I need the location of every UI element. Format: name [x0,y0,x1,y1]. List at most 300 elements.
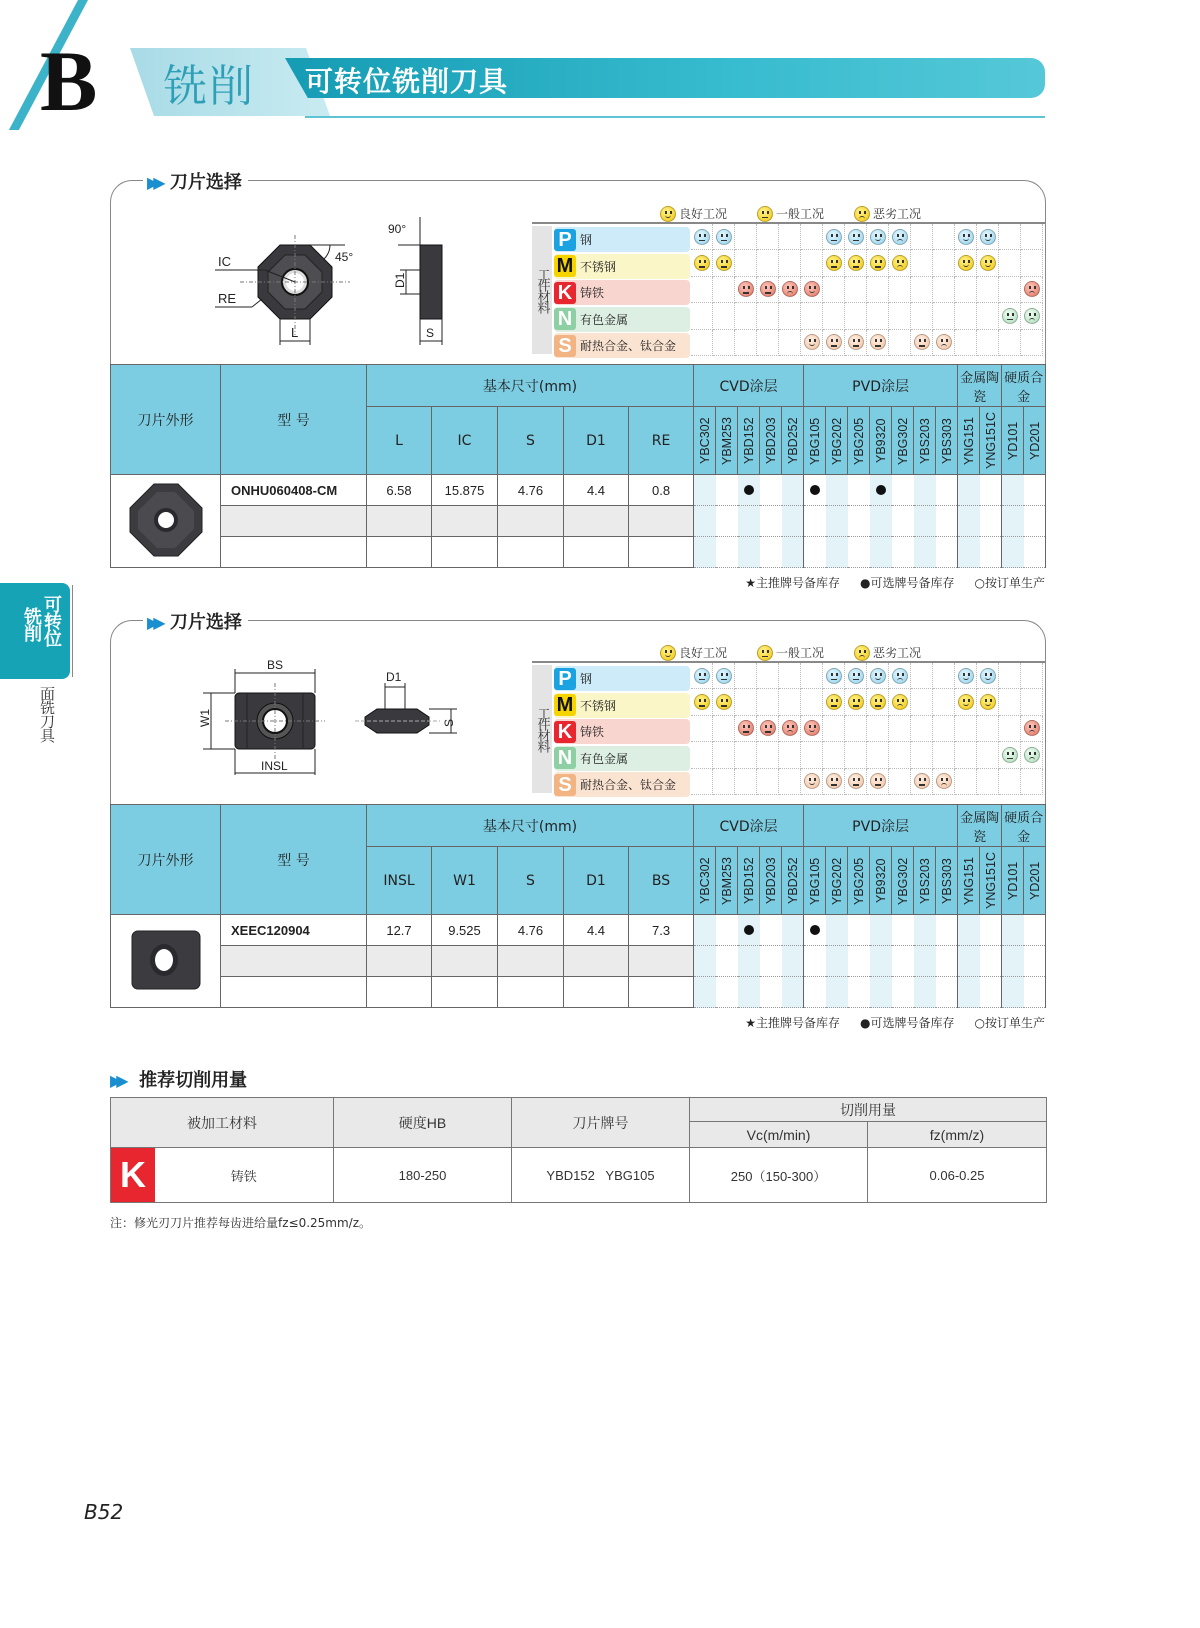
suitability-cell [735,689,757,715]
suitability-cell [1021,663,1043,689]
suitability-cell [823,769,845,795]
suitability-cell [933,742,955,768]
stock-dot-icon [744,485,754,495]
cell-grade-yb9320 [870,946,892,977]
cell-grade-ybm253 [716,506,738,537]
header-pvd: PVD涂层 [804,805,958,847]
suitability-cell [977,330,999,356]
suitability-cell [735,330,757,356]
header-cvd: CVD涂层 [694,365,804,407]
cell-grade-ybd252 [782,977,804,1008]
header-grade-ybd252: YBD252 [782,847,804,915]
cell-dim [564,537,629,568]
good-face-icon [660,645,676,661]
suitability-cell [889,277,911,303]
stock-dot-icon [876,485,886,495]
bad-face-icon [936,334,952,350]
normal-face-icon [848,229,864,245]
header-grade-ybs203: YBS203 [914,407,936,475]
material-row-s: S 耐热合金、钛合金 [554,333,690,358]
double-arrow-icon: ▶▶ [110,1071,123,1090]
suitability-cell [867,224,889,250]
good-face-icon [804,773,820,789]
good-face-icon [980,229,996,245]
bad-face-icon [854,206,870,222]
suitability-cell [1021,689,1043,715]
cell-grade-yb9320 [870,977,892,1008]
normal-face-icon [826,229,842,245]
side-tab-text-2: 可转位 [41,595,62,646]
material-row-p: P 钢 [554,666,690,691]
suitability-cell [999,716,1021,742]
suitability-cell [779,330,801,356]
suitability-cell [977,303,999,329]
bad-face-icon [892,668,908,684]
cell-dim: 9.525 [432,915,498,946]
suitability-cell [801,224,823,250]
cell-grade-ybs203 [914,506,936,537]
header-carbide: 硬质合金 [1002,365,1046,407]
header-grade-ybd152: YBD152 [738,847,760,915]
suitability-cell [1021,330,1043,356]
cell-grade-ybg105 [804,946,826,977]
cell-grade-ybg202 [826,537,848,568]
cell-vc: 250（150-300） [690,1148,868,1203]
suitability-cell [691,716,713,742]
cell-grade-ybd152 [738,946,760,977]
suitability-cell [889,742,911,768]
suitability-cell [933,769,955,795]
cell-grade-ybg205 [848,475,870,506]
cell-dim [367,506,432,537]
header-dim-bs: BS [629,847,694,915]
suitability-cell [999,250,1021,276]
suitability-cell [1021,250,1043,276]
header-grade-ybs303: YBS303 [936,847,958,915]
suitability-cell [1021,303,1043,329]
suitability-cell [713,769,735,795]
normal-face-icon [826,773,842,789]
cell-grade-ybm253 [716,946,738,977]
header-grade-ybd152: YBD152 [738,407,760,475]
suitability-cell [933,303,955,329]
cell-dim [564,506,629,537]
suitability-cell [999,277,1021,303]
cell-grade-ybs303 [936,977,958,1008]
bad-face-icon [892,229,908,245]
cell-dim [629,946,694,977]
suitability-cell [735,742,757,768]
suitability-cell [691,769,713,795]
side-chapter-tab[interactable] [0,583,70,679]
suitability-cell [911,769,933,795]
suitability-cell [735,277,757,303]
normal-face-icon [694,255,710,271]
header-grade-ybg105: YBG105 [804,847,826,915]
cell-grade-yd201 [1024,475,1046,506]
header-dim-ic: IC [432,407,498,475]
side-subsection: 面铣刀具 [38,686,56,742]
suitability-cell [933,663,955,689]
cell-dim [367,977,432,1008]
normal-face-icon [870,334,886,350]
cell-grade-ybd252 [782,537,804,568]
normal-face-icon [760,281,776,297]
cell-grade-yng151c [980,977,1002,1008]
cell-grade-yd101 [1002,537,1024,568]
suitability-cell [823,277,845,303]
suitability-cell [977,663,999,689]
suitability-cell [757,330,779,356]
bad-face-icon [936,773,952,789]
stock-legend-1: ★主推牌号备库存 ●可选牌号备库存 ○按订单生产 [745,576,1045,590]
cell-dim [432,537,498,568]
bad-face-icon [782,720,798,736]
cell-dim [498,977,564,1008]
header-grade-ybd203: YBD203 [760,847,782,915]
cutting-params-table [110,1097,1047,1203]
cell-grade-yd101 [1002,475,1024,506]
suitability-cell [845,303,867,329]
suitability-cell [911,689,933,715]
material-matrix-1 [532,222,1046,356]
cell-hardness: 180-250 [334,1148,512,1203]
bad-face-icon [892,694,908,710]
header-grade-yd201: YD201 [1024,847,1046,915]
suitability-cell [911,303,933,329]
cell-dim: 0.8 [629,475,694,506]
suitability-cell [691,330,713,356]
suitability-cell [955,769,977,795]
header-vc: Vc(m/min) [690,1122,868,1148]
normal-face-icon [1002,308,1018,324]
cell-dim: 4.4 [564,475,629,506]
double-arrow-icon: ▶▶ [147,613,160,632]
normal-face-icon [757,645,773,661]
suitability-cell [911,742,933,768]
cell-grade-yb9320 [870,475,892,506]
cell-grade-ybd152 [738,506,760,537]
normal-face-icon [848,255,864,271]
stock-dot-icon [810,485,820,495]
suitability-cell [933,224,955,250]
cell-grade-ybs203 [914,977,936,1008]
suitability-cell [1021,277,1043,303]
cell-dim [498,537,564,568]
cell-dim [498,946,564,977]
normal-face-icon [826,694,842,710]
cell-grade-ybm253 [716,977,738,1008]
suitability-cell [955,689,977,715]
cell-model: ONHU060408-CM [221,475,367,506]
header-grade-ybg202: YBG202 [826,847,848,915]
cell-grade-ybd252 [782,946,804,977]
cell-grade-ybg105 [804,977,826,1008]
header-underline [305,116,1045,118]
good-face-icon [980,668,996,684]
header-grade-yb9320: YB9320 [870,847,892,915]
suitability-cell [999,330,1021,356]
header-cvd: CVD涂层 [694,805,804,847]
suitability-cell [713,689,735,715]
cell-grade-ybg302 [892,946,914,977]
suitability-cell [735,224,757,250]
cell-grade-ybd203 [760,537,782,568]
header-dim-w1: W1 [432,847,498,915]
suitability-cell [757,277,779,303]
header-shape: 刀片外形 [111,365,221,475]
cell-fz: 0.06-0.25 [868,1148,1047,1203]
cell-grade-ybd203 [760,506,782,537]
svg-text:D1: D1 [393,272,407,288]
suitability-cell [757,742,779,768]
suitability-cell [779,663,801,689]
good-face-icon [804,281,820,297]
suitability-cell [779,716,801,742]
suitability-cell [691,277,713,303]
suitability-cell [845,250,867,276]
cell-grade-yng151 [958,506,980,537]
section-title: 铣削 [163,61,255,112]
suitability-cell [867,330,889,356]
cell-dim [629,537,694,568]
insert-spec-table-1 [110,364,1046,568]
header-hardness: 硬度HB [334,1098,512,1148]
cell-grade-yb9320 [870,506,892,537]
suitability-cell [867,769,889,795]
header-carbide: 硬质合金 [1002,805,1046,847]
suitability-cell [713,330,735,356]
suitability-cell [977,769,999,795]
suitability-cell [801,716,823,742]
header-grade-ybg205: YBG205 [848,407,870,475]
header-shape: 刀片外形 [111,805,221,915]
cell-grade-ybs203 [914,537,936,568]
header-model: 型 号 [221,365,367,475]
svg-text:D1: D1 [386,670,402,684]
suitability-cell [889,769,911,795]
cell-dim [564,946,629,977]
suitability-cell [889,330,911,356]
cell-grade-yd201 [1024,946,1046,977]
table-row [111,506,1046,537]
cell-grade-ybg302 [892,537,914,568]
header-grade-yng151c: YNG151C [980,407,1002,475]
svg-text:INSL: INSL [261,759,288,773]
suitability-cell [933,277,955,303]
suitability-cell [999,742,1021,768]
cell-grade-yd101 [1002,506,1024,537]
normal-face-icon [914,773,930,789]
suitability-cell [1021,769,1043,795]
material-row-s: S 耐热合金、钛合金 [554,772,690,797]
suitability-cell [933,689,955,715]
header-cermet: 金属陶瓷 [958,365,1002,407]
cell-dim: 4.76 [498,915,564,946]
condition-legend-2: 良好工况 一般工况 恶劣工况 [660,644,921,661]
cell-dim [498,506,564,537]
suitability-cell [801,742,823,768]
cell-grade-ybd152 [738,475,760,506]
normal-face-icon [870,694,886,710]
header-dim-l: L [367,407,432,475]
cell-grade-yd101 [1002,946,1024,977]
normal-face-icon [826,668,842,684]
cell-grade-ybd252 [782,506,804,537]
cell-dim [367,537,432,568]
header-grade-ybm253: YBM253 [716,407,738,475]
header-grade-ybm253: YBM253 [716,847,738,915]
octagon-insert-drawing [210,215,490,350]
cell-grade-ybc302 [694,946,716,977]
cutting-section-title: ▶▶ 推荐切削用量 [110,1070,248,1091]
suitability-cell [801,250,823,276]
cell-grade-ybc302 [694,977,716,1008]
cell-dim: 12.7 [367,915,432,946]
header-dim-d1: D1 [564,847,629,915]
cell-grade-yd201 [1024,506,1046,537]
suitability-grid [691,224,1043,356]
cell-grade-ybg302 [892,475,914,506]
cell-grade-ybg202 [826,977,848,1008]
header-dim-insl: INSL [367,847,432,915]
suitability-cell [867,277,889,303]
cell-dim [432,506,498,537]
suitability-cell [735,716,757,742]
material-row-n: N 有色金属 [554,746,690,771]
bad-face-icon [854,645,870,661]
normal-face-icon [870,255,886,271]
material-matrix-2 [532,661,1046,795]
suitability-cell [713,742,735,768]
cell-grade-ybd252 [782,915,804,946]
cell-model [221,537,367,568]
cell-grade-ybg205 [848,946,870,977]
suitability-cell [955,716,977,742]
suitability-cell [889,716,911,742]
suitability-cell [713,663,735,689]
header-material: 被加工材料 [111,1098,334,1148]
normal-face-icon [738,281,754,297]
suitability-cell [823,663,845,689]
svg-text:S: S [426,326,435,340]
suitability-cell [757,224,779,250]
suitability-cell [977,742,999,768]
cell-grade-yb9320 [870,537,892,568]
cell-grade-ybd203 [760,977,782,1008]
suitability-cell [735,663,757,689]
header-grade-ybc302: YBC302 [694,847,716,915]
header-fz: fz(mm/z) [868,1122,1047,1148]
suitability-cell [779,742,801,768]
header-grade-ybc302: YBC302 [694,407,716,475]
square-insert-drawing [195,655,475,780]
good-face-icon [958,668,974,684]
suitability-cell [735,303,757,329]
cell-grade-ybm253 [716,475,738,506]
suitability-cell [735,250,757,276]
stock-dot-icon [744,925,754,935]
svg-text:S: S [442,718,456,727]
cell-grade-yb9320 [870,915,892,946]
cell-grade-ybg202 [826,506,848,537]
cell-grade-yd201 [1024,915,1046,946]
insert-image [111,475,221,568]
material-row-m: M 不锈钢 [554,693,690,718]
cell-material: 铸铁 [155,1148,334,1203]
cell-grade-ybs203 [914,475,936,506]
suitability-cell [955,330,977,356]
cell-grade-ybm253 [716,537,738,568]
header-grade-ybg105: YBG105 [804,407,826,475]
cell-grade-yng151c [980,506,1002,537]
cell-dim: 6.58 [367,475,432,506]
good-face-icon [870,668,886,684]
cell-grade-yng151c [980,537,1002,568]
cell-model [221,506,367,537]
suitability-cell [757,689,779,715]
header-grade-yd101: YD101 [1002,847,1024,915]
suitability-cell [867,303,889,329]
insert-rows [111,475,1046,568]
panel-title-text: 刀片选择 [169,612,242,633]
suitability-cell [845,277,867,303]
cell-grade-ybg105 [804,915,826,946]
suitability-cell [779,224,801,250]
suitability-cell [955,250,977,276]
suitability-cell [779,689,801,715]
suitability-cell [801,689,823,715]
normal-face-icon [757,206,773,222]
cell-dim [432,977,498,1008]
cell-dim [564,977,629,1008]
cell-grade-ybd203 [760,475,782,506]
header-cermet: 金属陶瓷 [958,805,1002,847]
cell-grade: YBD152 YBG105 [512,1148,690,1203]
cutting-note: 注：修光刃刀片推荐每齿进给量fz≤0.25mm/z。 [110,1216,372,1230]
suitability-cell [823,330,845,356]
cell-grade-yng151 [958,977,980,1008]
table-row [111,537,1046,568]
cell-grade-yng151 [958,475,980,506]
suitability-cell [867,250,889,276]
cell-grade-ybc302 [694,506,716,537]
suitability-cell [801,303,823,329]
suitability-cell [845,663,867,689]
suitability-cell [889,250,911,276]
header-dim-s: S [498,407,564,475]
cell-grade-ybd152 [738,537,760,568]
suitability-cell [757,250,779,276]
svg-text:L: L [291,325,299,340]
cell-grade-ybg105 [804,537,826,568]
suitability-cell [779,769,801,795]
suitability-cell [713,224,735,250]
cell-grade-yng151c [980,946,1002,977]
svg-text:BS: BS [267,658,284,672]
suitability-cell [1021,742,1043,768]
header-grade-ybd203: YBD203 [760,407,782,475]
cell-grade-ybm253 [716,915,738,946]
cell-grade-ybd203 [760,915,782,946]
suitability-cell [801,277,823,303]
normal-face-icon [716,255,732,271]
suitability-cell [779,250,801,276]
suitability-cell [955,742,977,768]
side-divider [72,585,73,677]
suitability-cell [757,303,779,329]
cell-grade-ybc302 [694,915,716,946]
